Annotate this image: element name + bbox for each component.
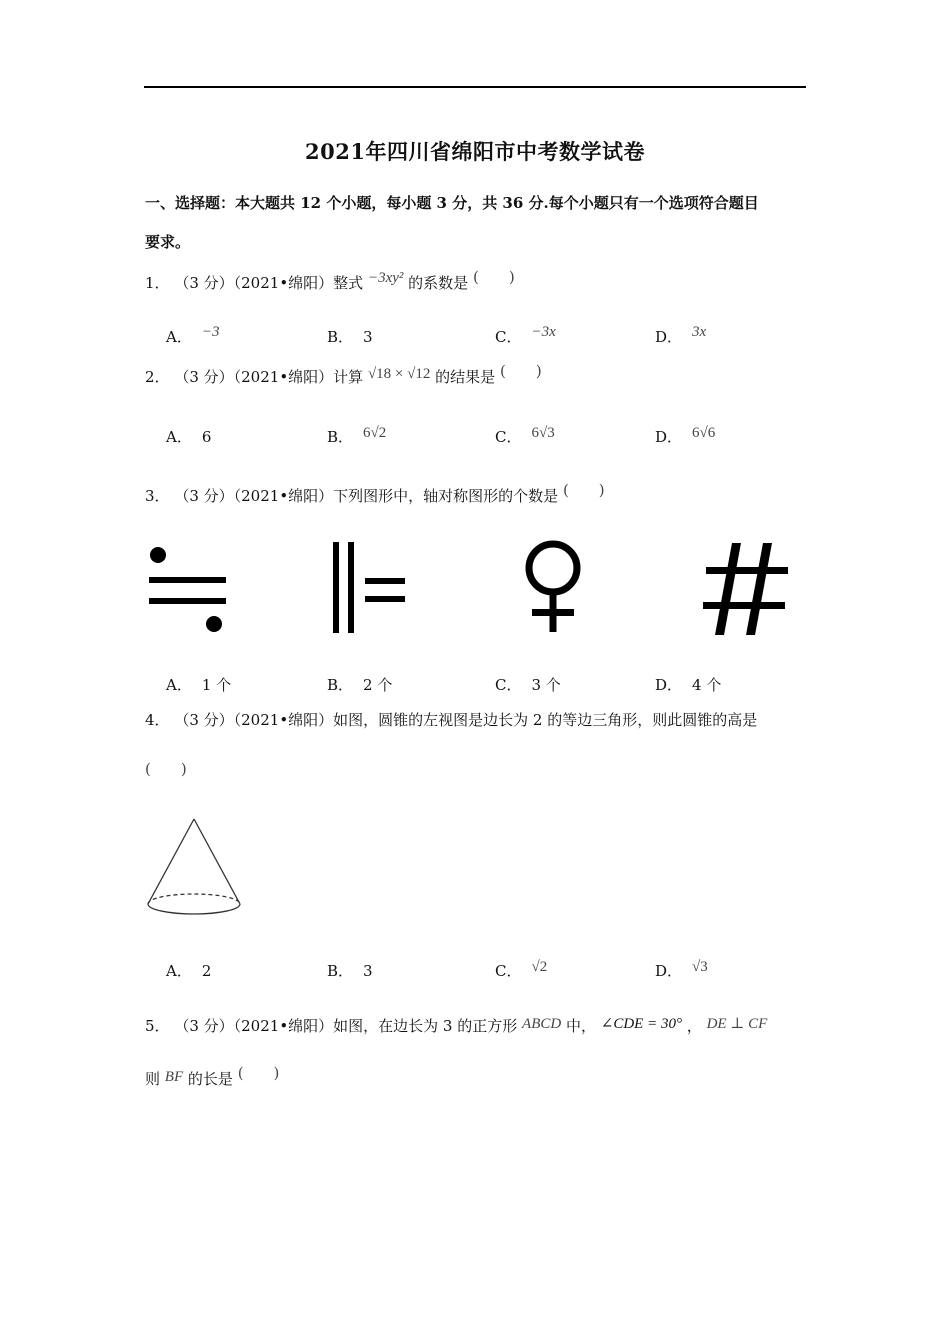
q2-option-a[interactable]: A． 6 (166, 428, 212, 446)
separator: ， (686, 1017, 702, 1035)
question-number: 4． (145, 711, 170, 729)
question-tail: 的系数是 (408, 274, 469, 292)
angle-expression: ∠CDE = 30° (600, 1016, 682, 1032)
question-number: 1． (145, 274, 170, 292)
q1-option-b[interactable]: B． 3 (327, 328, 373, 346)
q4-option-b[interactable]: B． 3 (327, 962, 373, 980)
q3-option-b[interactable]: B． 2 个 (327, 676, 393, 694)
answer-blank: ( ) (499, 362, 542, 380)
venus-symbol-figure (520, 538, 586, 634)
section-heading-line1: 一、选择题：本大题共 12 个小题，每小题 3 分，共 36 分.每个小题只有一个选项符合题目 (145, 194, 759, 212)
question-4-blank-line (145, 758, 187, 779)
q1-option-d[interactable]: D． 3x (655, 324, 707, 346)
cone-figure (145, 816, 243, 918)
hash-sign-figure (702, 543, 790, 635)
answer-blank: ( ) (562, 481, 605, 499)
question-mid: 中， (565, 1017, 596, 1035)
q2-option-d[interactable]: D． 6√6 (655, 425, 716, 446)
double-corner-brackets-figure (330, 540, 406, 635)
question-5 (145, 1015, 767, 1036)
question-5-line2 (145, 1064, 280, 1089)
question-text: 则 (145, 1070, 161, 1088)
question-meta: （3 分）（2021•绵阳）如图，圆锥的左视图是边长为 2 的等边三角形，则此圆锥的高是 (174, 711, 758, 729)
question-tail: 的长是 (187, 1070, 233, 1088)
question-meta: （3 分）（2021•绵阳）下列图形中，轴对称图形的个数是 (174, 487, 559, 505)
q1-option-c[interactable]: C． −3x (495, 324, 556, 346)
question-4 (145, 709, 757, 730)
q3-option-a[interactable]: A． 1 个 (166, 676, 232, 694)
perpendicular-expression: DE ⊥ CF (706, 1016, 768, 1032)
answer-blank: ( ) (145, 760, 187, 778)
segment-name: BF (164, 1069, 184, 1085)
answer-blank: ( ) (472, 268, 515, 286)
q4-option-a[interactable]: A． 2 (166, 962, 212, 980)
page-title: 2021年四川省绵阳市中考数学试卷 (305, 139, 645, 164)
question-number: 3． (145, 487, 170, 505)
q3-option-d[interactable]: D． 4 个 (655, 676, 722, 694)
q2-option-c[interactable]: C． 6√3 (495, 425, 555, 446)
question-meta: （3 分）（2021•绵阳）如图，在边长为 3 的正方形 (174, 1017, 518, 1035)
division-sign-figure (146, 543, 228, 635)
question-2 (145, 362, 542, 387)
q3-option-c[interactable]: C． 3 个 (495, 676, 561, 694)
math-expression: √18 × √12 (367, 366, 431, 382)
q2-option-b[interactable]: B． 6√2 (327, 425, 387, 446)
answer-blank: ( ) (237, 1064, 280, 1082)
q1-option-a[interactable]: A． −3 (166, 324, 220, 346)
question-1 (145, 268, 515, 293)
question-meta: （3 分）（2021•绵阳）计算 (174, 368, 364, 386)
header-rule (144, 86, 806, 88)
question-3 (145, 481, 605, 506)
question-meta: （3 分）（2021•绵阳）整式 (174, 274, 364, 292)
q4-option-c[interactable]: C． √2 (495, 959, 548, 980)
math-expression: −3xy² (367, 270, 404, 286)
question-tail: 的结果是 (435, 368, 496, 386)
question-number: 2． (145, 368, 170, 386)
section-heading-line2: 要求。 (145, 233, 191, 251)
q4-option-d[interactable]: D． √3 (655, 959, 708, 980)
square-name: ABCD (522, 1016, 562, 1032)
question-number: 5． (145, 1017, 170, 1035)
